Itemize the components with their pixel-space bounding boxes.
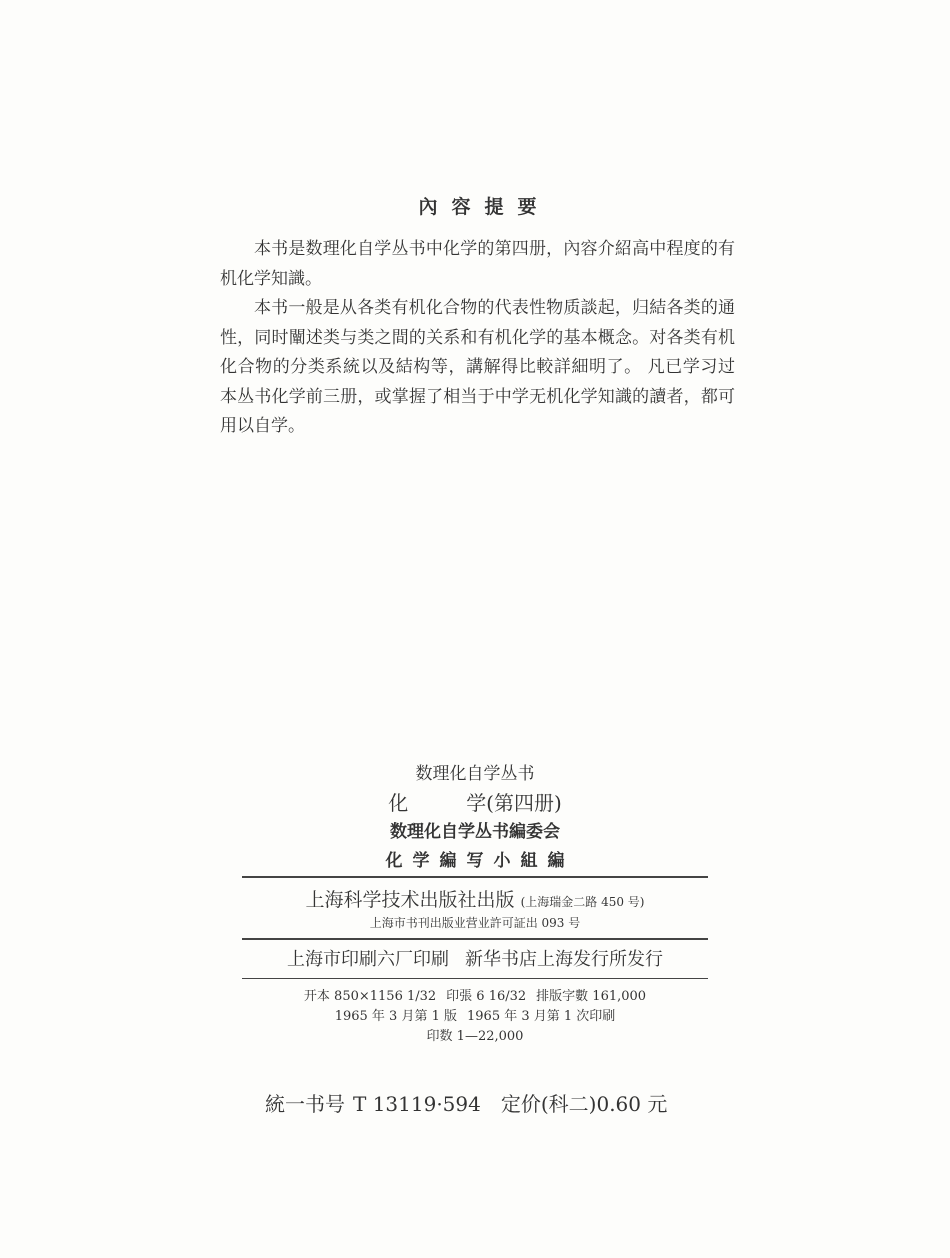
word-count: 排版字數 161,000 — [536, 989, 647, 1004]
book-title-volume: 学(第四册) — [466, 791, 562, 815]
spec-line-2 — [242, 1007, 708, 1027]
colophon — [242, 762, 708, 1047]
distributor-name: 新华书店上海发行所发行 — [465, 949, 663, 970]
book-title-main: 化 — [388, 791, 409, 815]
publishing-license: 上海市书刊出版业营业許可証出 093 号 — [369, 916, 581, 930]
printing-date: 1965 年 3 月第 1 次印刷 — [467, 1009, 616, 1024]
publisher-address: (上海瑞金二路 450 号) — [520, 895, 645, 909]
unified-book-number-line — [265, 1090, 695, 1118]
summary-paragraph-2: 本书一般是从各类有机化合物的代表性物质談起，归結各类的通性，同时闡述类与类之間的关系和有机化学的基本概念。对各类有机化合物的分类系統以及結构等，講解得比較詳細明了。 凡已学习过本丛书化学前三册，或掌握了相当于中学无机化学知識的讀者，都可用以自学。 — [220, 298, 735, 436]
printer-name: 上海市印刷六厂印刷 — [287, 949, 449, 970]
price: 定价(科二)0.60 元 — [500, 1092, 668, 1116]
printing-block — [242, 940, 708, 978]
unified-number: T 13119·594 — [353, 1092, 481, 1116]
content-summary — [220, 192, 735, 442]
specifications-block — [242, 979, 708, 1047]
unified-number-label: 統一书号 — [265, 1092, 345, 1116]
book-title — [242, 788, 708, 818]
printed-sheets: 印張 6 16/32 — [446, 989, 527, 1004]
edition-date: 1965 年 3 月第 1 版 — [334, 1009, 457, 1024]
series-name: 数理化自学丛书 — [415, 764, 535, 784]
book-format: 开本 850×1156 1/32 — [303, 989, 437, 1004]
summary-title: 內容提要 — [418, 196, 551, 218]
publisher-block — [242, 878, 708, 938]
spec-line-1 — [242, 987, 708, 1007]
publisher-name: 上海科学技术出版社出版 — [305, 889, 515, 911]
summary-paragraph-1: 本书是数理化自学丛书中化学的第四册，內容介紹高中程度的有机化学知識。 — [220, 239, 735, 289]
editor-committee: 数理化自学丛书編委会 — [390, 822, 560, 842]
author-group: 化学編写小組編 — [385, 851, 575, 871]
print-run: 印数 1—22,000 — [426, 1029, 524, 1044]
